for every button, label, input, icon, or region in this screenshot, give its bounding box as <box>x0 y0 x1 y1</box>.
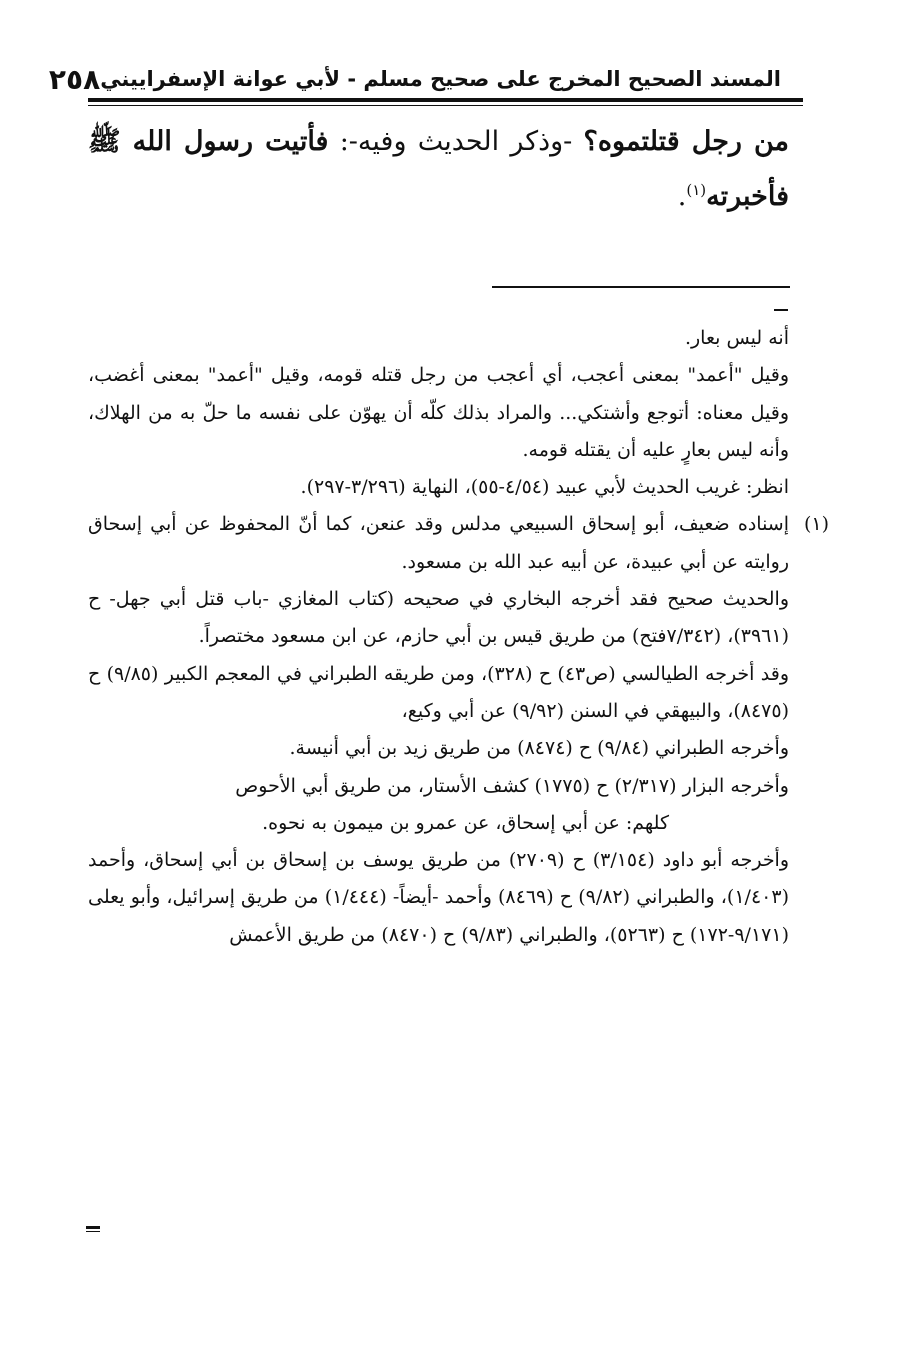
footnote-paragraph: إسناده ضعيف، أبو إسحاق السبيعي مدلس وقد عنعن، كما أنّ المحفوظ عن أبي إسحاق روايته عن أبي عبيدة، عن أبيه عبد الله بن مسعود. <box>88 513 789 573</box>
continuation-mark <box>774 309 788 311</box>
main-paragraph <box>88 118 789 221</box>
footnote-1-marker: (١) <box>803 513 829 536</box>
running-title: المسند الصحيح المخرج على صحيح مسلم - لأبي عوانة الإسفراييني <box>100 67 781 91</box>
footnotes <box>88 320 829 954</box>
main-text-end: . <box>677 181 687 212</box>
footnote-continued-reference: انظر: غريب الحديث لأبي عبيد (٤/٥٤-٥٥)، النهاية (٣/٢٩٦-٢٩٧). <box>300 476 789 499</box>
footnote-reference: (١) <box>686 181 707 199</box>
footnote-paragraph: وقد أخرجه الطيالسي (ص٤٣) ح (٣٢٨)، ومن طريقه الطبراني في المعجم الكبير (٩/٨٥) ح (٨٤٧٥)، والبيهقي في السنن (٩/٩٢) عن أبي وكيع، <box>88 662 790 722</box>
main-text-aside: -وذكر الحديث وفيه-: <box>328 126 584 157</box>
page-end-mark <box>86 1226 100 1229</box>
footnote-paragraph: وأخرجه البزار (٢/٣١٧) ح (١٧٧٥) كشف الأستار، من طريق أبي الأحوص <box>235 774 789 797</box>
footnote-paragraph: وأخرجه أبو داود (٣/١٥٤) ح (٢٧٠٩) من طريق يوسف بن إسحاق بن أبي إسحاق، وأحمد (١/٤٠٣)، والطبراني (٩/٨٢) ح (٨٤٦٩) وأحمد -أيضاً- (١/٤٤٤) من طريق إسرائيل، وأبو يعلى (٩/١٧١-١٧٢) ح (٥٢٦٣)، والطبراني (٩/٨٣) ح (٨٤٧٠) من طريق الأعمش <box>88 849 790 946</box>
header-rule <box>88 98 803 102</box>
footnote-paragraph: والحديث صحيح فقد أخرجه البخاري في صحيحه (كتاب المغازي -باب قتل أبي جهل- ح (٣٩٦١)، (٧/٣٤٢فتح) من طريق قيس بن أبي حازم، عن ابن مسعود مختصراً. <box>88 588 789 648</box>
page-end-mark-thin <box>86 1231 100 1232</box>
header-rule-thin <box>88 105 803 106</box>
footnote-continued-paragraph: وقيل "أعمد" بمعنى أعجب، أي أعجب من رجل قتله قومه، وقيل "أعمد" بمعنى أغضب، وقيل معناه: أتوجع وأشتكي... والمراد بذلك كلّه أن يهوّن على نفسه ما حلّ به من الهلاك، وأنه ليس بعارٍ عليه أن يقتله قومه. <box>88 364 789 461</box>
footnote-separator <box>492 286 790 288</box>
footnote-paragraph: كلهم: عن أبي إسحاق، عن عمرو بن ميمون به نحوه. <box>262 811 669 834</box>
footnote-continued-line: أنه ليس بعار. <box>684 327 789 349</box>
main-text-report: فأتيت رسول الله ﷺ فأخبرته <box>88 126 789 212</box>
page-number: ٢٥٨ <box>48 62 101 96</box>
footnote-paragraph: وأخرجه الطبراني (٩/٨٤) ح (٨٤٧٤) من طريق زيد بن أبي أنيسة. <box>289 737 789 760</box>
footnote-1 <box>88 506 829 954</box>
main-text-question: من رجل قتلتموه؟ <box>583 126 789 157</box>
page-header <box>48 62 803 96</box>
main-text <box>88 118 789 221</box>
